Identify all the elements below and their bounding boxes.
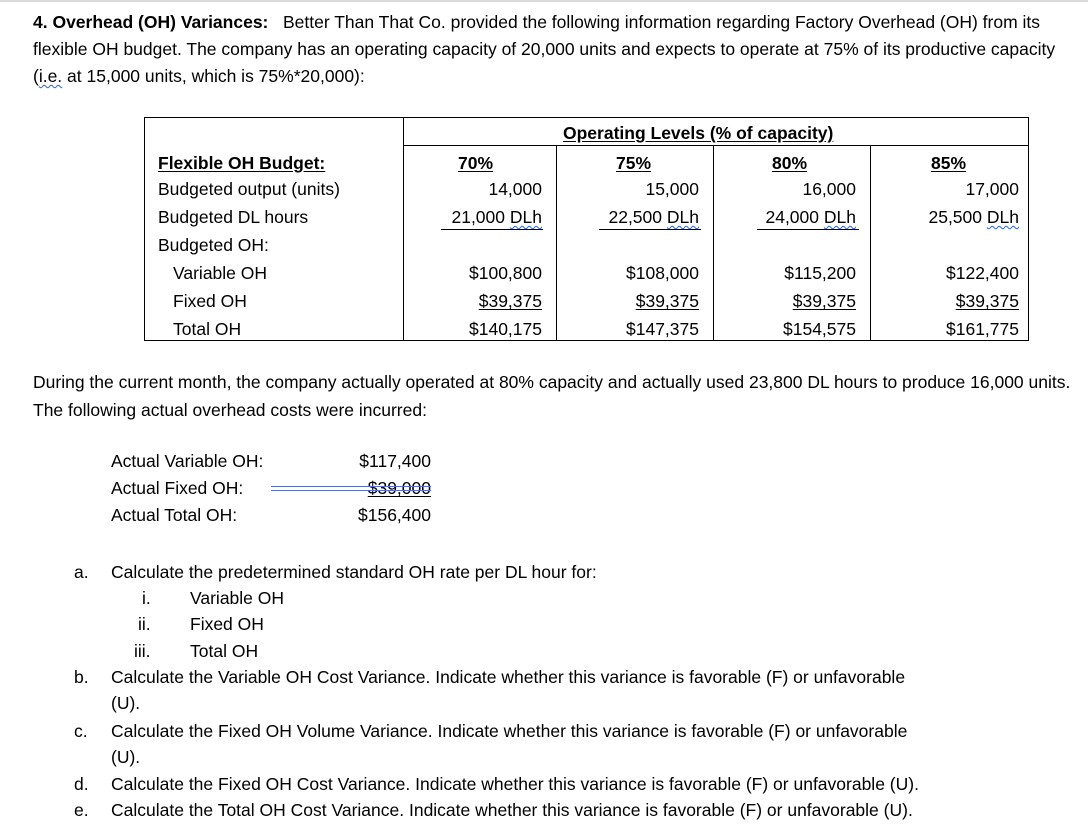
table-divider [556, 145, 557, 340]
sub-ii-marker: ii. [138, 614, 151, 634]
sub-i-text: Variable OH [190, 588, 285, 608]
actual-fixed-value: $39,000 [367, 478, 431, 498]
question-d-marker: d. [74, 774, 89, 794]
col-85-dlh-num: 25,500 [928, 207, 983, 227]
question-c-marker: c. [74, 721, 88, 741]
col-70-variable: $100,800 [469, 263, 542, 283]
actual-variable-label: Actual Variable OH: [111, 451, 264, 471]
problem-intro [33, 9, 1073, 90]
col-75-dlh [608, 204, 699, 230]
col-75-fixed: $39,375 [635, 291, 699, 311]
row-label-output: Budgeted output (units) [158, 179, 340, 199]
col-pct-75: 75% [616, 153, 652, 173]
row-label-variable-oh: Variable OH [173, 263, 268, 283]
sub-iii-text: Total OH [190, 641, 259, 661]
col-80-dlh-num: 24,000 [765, 207, 820, 227]
col-pct-70: 70% [458, 153, 494, 173]
col-75-variable: $108,000 [626, 263, 699, 283]
question-e-marker: e. [74, 800, 89, 820]
row-label-dl-hours: Budgeted DL hours [158, 207, 309, 227]
intro-text-2: at 15,000 units, which is 75%*20,000): [62, 66, 365, 86]
double-underline [271, 486, 431, 491]
sub-i-marker: i. [142, 588, 151, 608]
actual-costs-block [111, 449, 451, 539]
table-divider [870, 145, 871, 340]
actual-fixed-label: Actual Fixed OH: [111, 478, 244, 498]
table-title: Flexible OH Budget: [158, 153, 326, 173]
actual-ops-paragraph: During the current month, the company actually operated at 80% capacity and actually used 23,800 DL hours to produce 16,000 units. The following actual overhead costs were incurred: [33, 372, 1071, 420]
question-a-marker: a. [74, 562, 89, 582]
col-75-dlh-num: 22,500 [608, 207, 663, 227]
sub-ii-text: Fixed OH [190, 614, 264, 634]
table-divider [403, 118, 404, 340]
problem-heading: 4. Overhead (OH) Variances: [33, 12, 269, 32]
col-70-fixed: $39,375 [478, 291, 542, 311]
row-label-fixed-oh: Fixed OH [173, 291, 247, 311]
question-e-text: Calculate the Total OH Cost Variance. Indicate whether this variance is favorable (F) or unfavorable (U). [111, 800, 913, 820]
col-80-fixed: $39,375 [792, 291, 856, 311]
col-75-dlh-unit: DLh [666, 207, 699, 227]
col-85-dlh-unit: DLh [986, 207, 1019, 227]
question-c-line1: Calculate the Fixed OH Volume Variance. Indicate whether this variance is favorable (F) or unfavorable [111, 721, 908, 741]
question-b-marker: b. [74, 667, 89, 687]
question-b-line1: Calculate the Variable OH Cost Variance. Indicate whether this variance is favorable (F) or unfavorable [111, 667, 906, 687]
col-70-dlh-num: 21,000 [451, 207, 506, 227]
table-divider [713, 145, 714, 340]
col-70-dlh-unit: DLh [509, 207, 542, 227]
question-c-line2: (U). [111, 747, 141, 767]
col-80-dlh [765, 204, 856, 230]
row-label-total-oh: Total OH [173, 319, 242, 339]
col-85-fixed: $39,375 [955, 291, 1019, 311]
dlh-underline [441, 229, 543, 230]
operating-levels-header: Operating Levels (% of capacity) [563, 123, 834, 143]
col-85-variable: $122,400 [946, 263, 1019, 283]
col-70-units: 14,000 [488, 179, 542, 199]
flexible-budget-table [144, 117, 1029, 341]
col-pct-85: 85% [931, 153, 967, 173]
question-a-text: Calculate the predetermined standard OH rate per DL hour for: [111, 562, 597, 582]
col-70-total: $140,175 [469, 319, 542, 339]
actual-total-value: $156,400 [358, 505, 431, 525]
col-85-units: 17,000 [965, 179, 1019, 199]
question-d-text: Calculate the Fixed OH Cost Variance. Indicate whether this variance is favorable (F) or unfavorable (U). [111, 774, 919, 794]
col-85-dlh [928, 204, 1019, 230]
dlh-underline [599, 229, 701, 230]
actual-variable-value: $117,400 [359, 451, 431, 471]
sub-iii-marker: iii. [134, 641, 151, 661]
col-80-total: $154,575 [783, 319, 856, 339]
top-divider [0, 0, 1088, 2]
col-75-units: 15,000 [645, 179, 699, 199]
actual-total-label: Actual Total OH: [111, 505, 238, 525]
col-80-dlh-unit: DLh [823, 207, 856, 227]
row-label-budgeted-oh: Budgeted OH: [158, 235, 269, 255]
col-80-units: 16,000 [802, 179, 856, 199]
col-80-variable: $115,200 [784, 263, 856, 283]
col-75-total: $147,375 [626, 319, 699, 339]
col-70-dlh [451, 204, 542, 230]
dlh-underline [757, 229, 859, 230]
ie-abbrev: i.e. [38, 66, 63, 86]
col-pct-80: 80% [772, 153, 808, 173]
intro-text-1: Better Than That Co. provided the following information regarding Factory Overhead (OH) from its flexible OH budget. The company has an operating capacity of 20,000 units and expects to operate at 75% of its productive capacity ( [33, 12, 1056, 86]
col-85-total: $161,775 [946, 319, 1019, 339]
question-b-line2: (U). [111, 693, 141, 713]
